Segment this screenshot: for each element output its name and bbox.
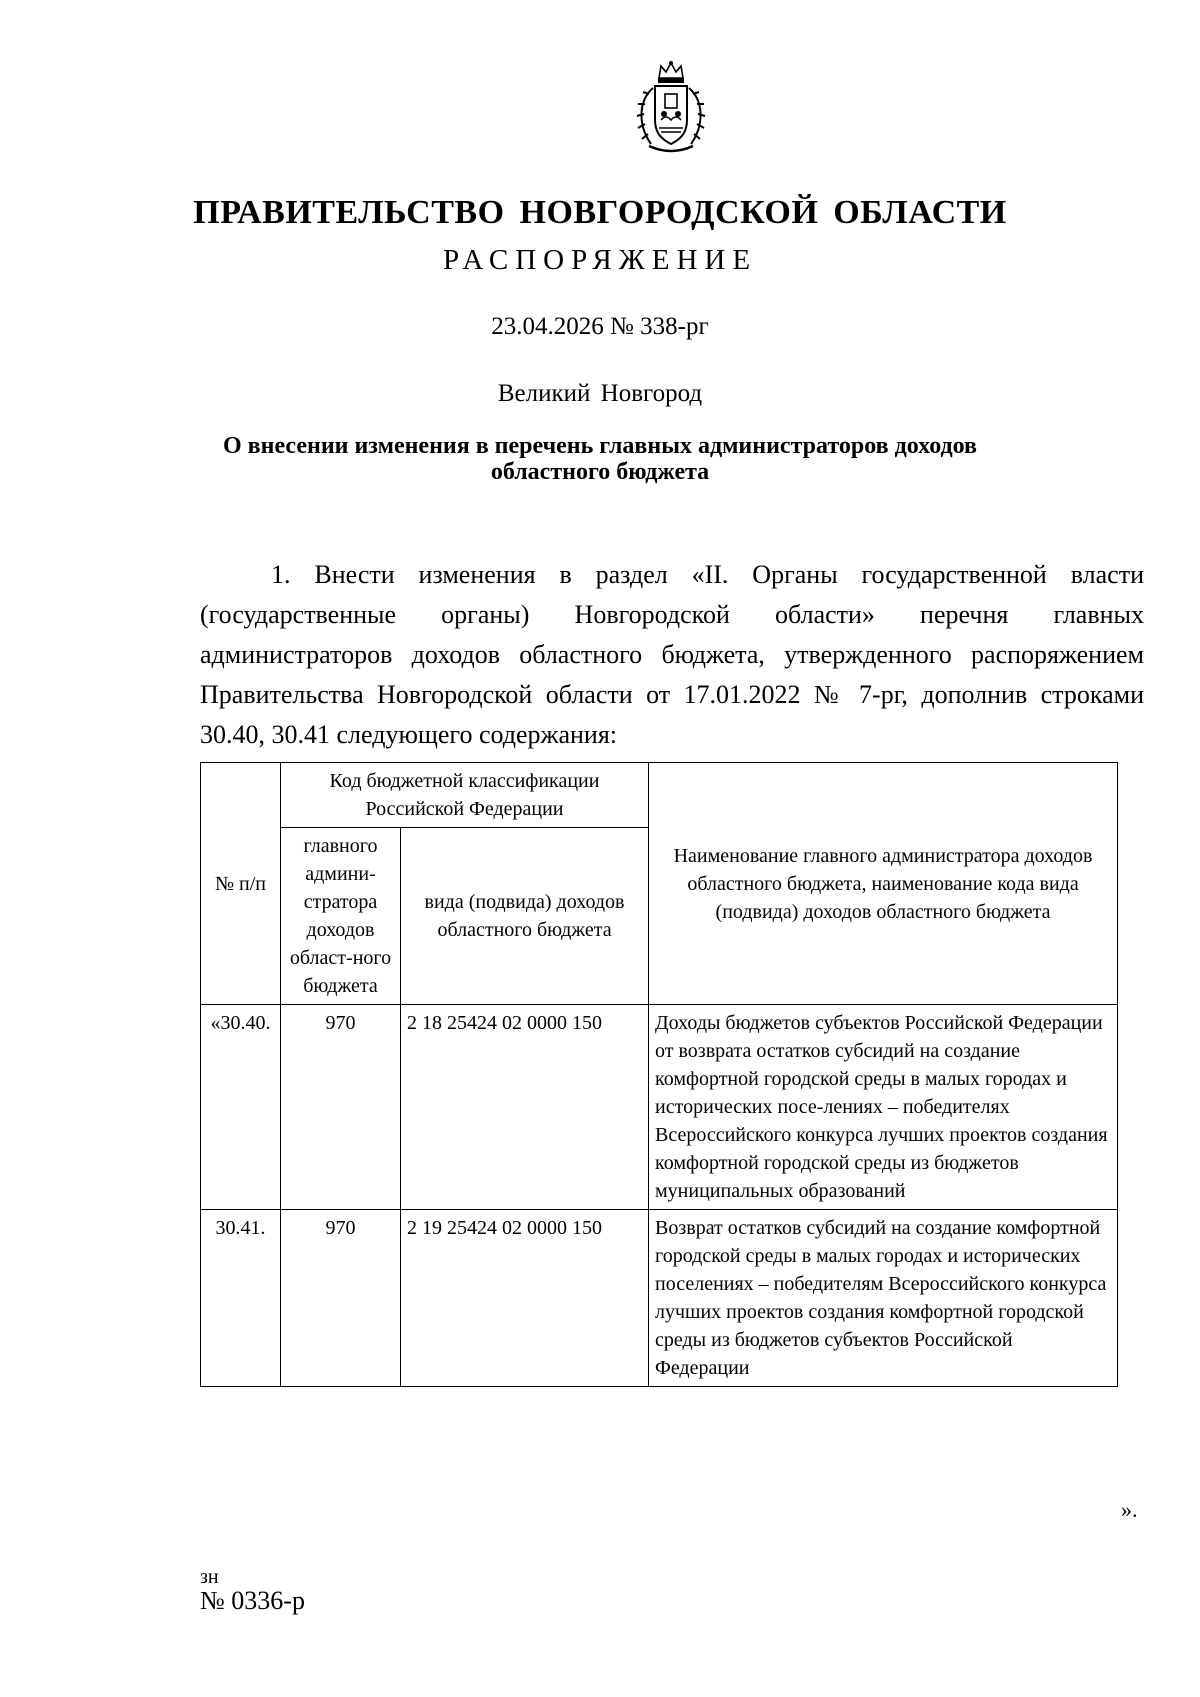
paragraph-1: 1. Внести изменения в раздел «II. Органы государственной власти (государственные органы) Новгородской области» перечня главных администраторов доходов областного бюджета, утвержденного распоряжением Правительства Новгородской области от 17.01.2022 № 7-рг, дополнив строками 30.40, 30.41 следующего содержания:	[200, 560, 1144, 749]
header-main-admin-code: главного админи-стратора доходов област-ного бюджета	[281, 828, 401, 1005]
document-city: Великий Новгород	[497, 380, 703, 407]
row-income-code: 2 18 25424 02 0000 150	[401, 1005, 649, 1210]
row-number: 30.41.	[201, 1210, 281, 1387]
document-type: РАСПОРЯЖЕНИЕ	[442, 244, 758, 276]
closing-quote: ».	[1121, 1497, 1138, 1522]
row-income-name: Доходы бюджетов субъектов Российской Федерации от возврата остатков субсидий на создание комфортной городской среды в малых городах и исторических посе-лениях – победителях Всероссийского конкурса лучших проектов создания комфортной городской среды из бюджетов муниципальных образований	[649, 1005, 1118, 1210]
document-subject: О внесении изменения в перечень главных администраторов доходов областного бюджета	[222, 433, 978, 485]
table-row	[201, 1210, 1118, 1387]
header-income-kind-code: вида (подвида) доходов областного бюджета	[401, 828, 649, 1005]
header-bcc-group: Код бюджетной классификации Российской Федерации	[281, 763, 649, 828]
header-number: № п/п	[201, 763, 281, 1005]
row-number: «30.40.	[201, 1005, 281, 1210]
table-header-row	[201, 763, 1118, 828]
novgorod-coat-of-arms-icon	[631, 60, 711, 158]
row-income-code: 2 19 25424 02 0000 150	[401, 1210, 649, 1387]
table-row	[201, 1005, 1118, 1210]
budget-admin-table	[200, 762, 1118, 1387]
row-income-name: Возврат остатков субсидий на создание комфортной городской среды в малых городах и исторических поселениях – победителям Всероссийского конкурса лучших проектов создания комфортной городской среды из бюджетов субъектов Российской Федерации	[649, 1210, 1118, 1387]
document-date-number: 23.04.2026 № 338-рг	[491, 313, 709, 340]
row-admin-code: 970	[281, 1210, 401, 1387]
row-admin-code: 970	[281, 1005, 401, 1210]
header-admin-name: Наименование главного администратора доходов областного бюджета, наименование кода вида (подвида) доходов областного бюджета	[649, 763, 1118, 1005]
footer-mark: зн	[200, 1566, 219, 1588]
footer-number: № 0336-р	[200, 1586, 305, 1615]
government-title: ПРАВИТЕЛЬСТВО НОВГОРОДСКОЙ ОБЛАСТИ	[193, 194, 1007, 231]
